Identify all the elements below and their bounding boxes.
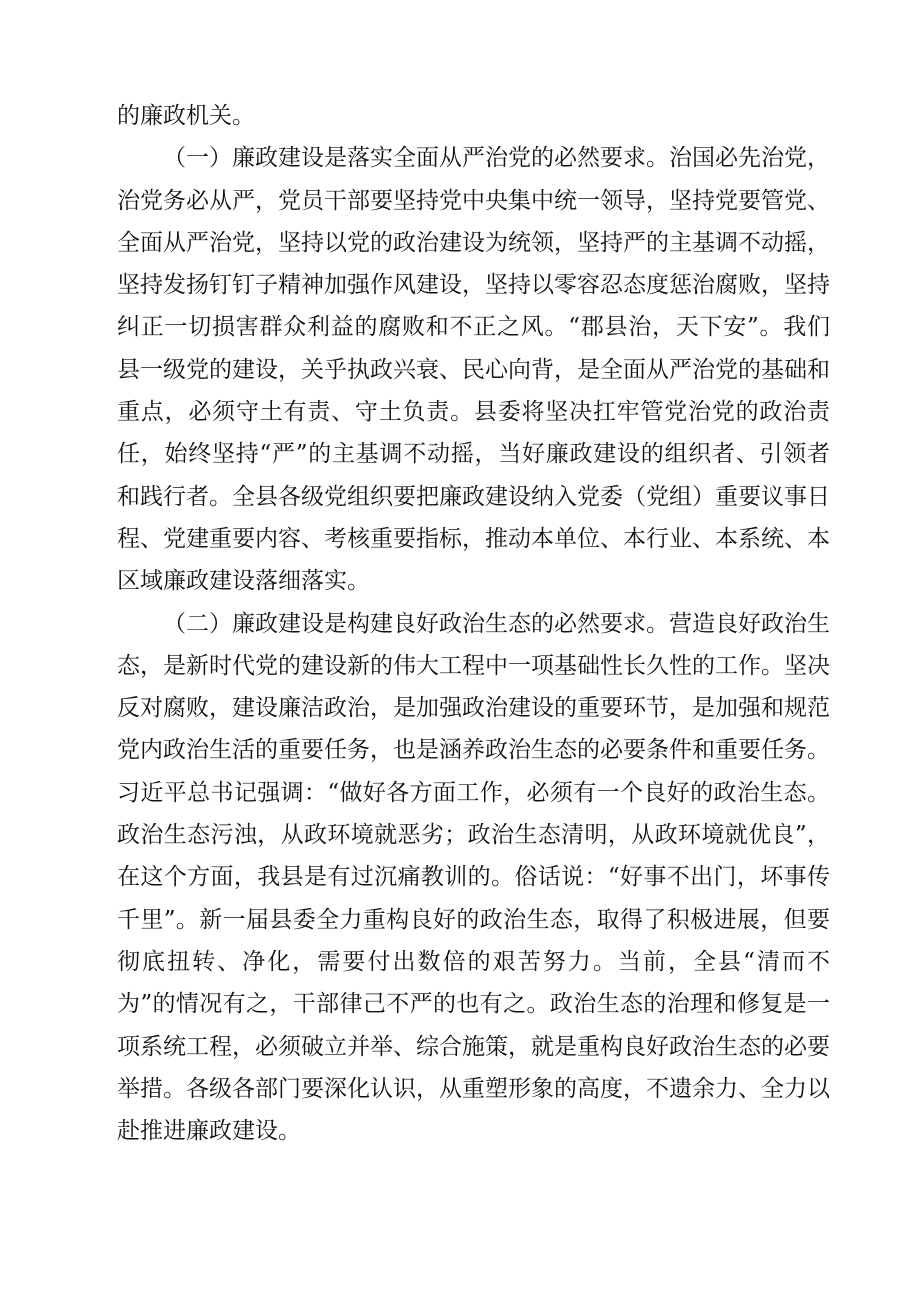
paragraph-continuation: 的廉政机关。 [117,103,255,129]
paragraph-section-2: （二）廉政建设是构建良好政治生态的必然要求。营造良好政治生态，是新时代党的建设新的伟大工程中一项基础性长久性的工作。坚决反对腐败，建设廉洁政治，是加强政治建设的重要环节，是加强和规范党内政治生活的重要任务，也是涵养政治生态的必要条件和重要任务。习近平总书记强调：“做好各方面工作，必须有一个良好的政治生态。政治生态污浊，从政环境就恶劣；政治生态清明，从政环境就优良”，在这个方面，我县是有过沉痛教训的。俗话说：“好事不出门，坏事传千里”。新一届县委全力重构良好的政治生态，取得了积极进展，但要彻底扭转、净化，需要付出数倍的艰苦努力。当前，全县“清而不为”的情况有之，干部律己不严的也有之。政治生态的治理和修复是一项系统工程，必须破立并举、综合施策，就是重构良好政治生态的必要举措。各级各部门要深化认识，从重塑形象的高度，不遗余力、全力以赴推进廉政建设。 [117,610,830,1145]
document-page [117,95,830,1152]
paragraph-section-1: （一）廉政建设是落实全面从严治党的必然要求。治国必先治党，治党务必从严，党员干部要坚持党中央集中统一领导，坚持党要管党、全面从严治党，坚持以党的政治建设为统领，坚持严的主基调不动摇，坚持发扬钉钉子精神加强作风建设，坚持以零容忍态度惩治腐败，坚持纠正一切损害群众利益的腐败和不正之风。“郡县治，天下安”。我们县一级党的建设，关乎执政兴衰、民心向背，是全面从严治党的基础和重点，必须守土有责、守土负责。县委将坚决扛牢管党治党的政治责任，始终坚持“严”的主基调不动摇，当好廉政建设的组织者、引领者和践行者。全县各级党组织要把廉政建设纳入党委（党组）重要议事日程、党建重要内容、考核重要指标，推动本单位、本行业、本系统、本区域廉政建设落细落实。 [117,145,830,595]
